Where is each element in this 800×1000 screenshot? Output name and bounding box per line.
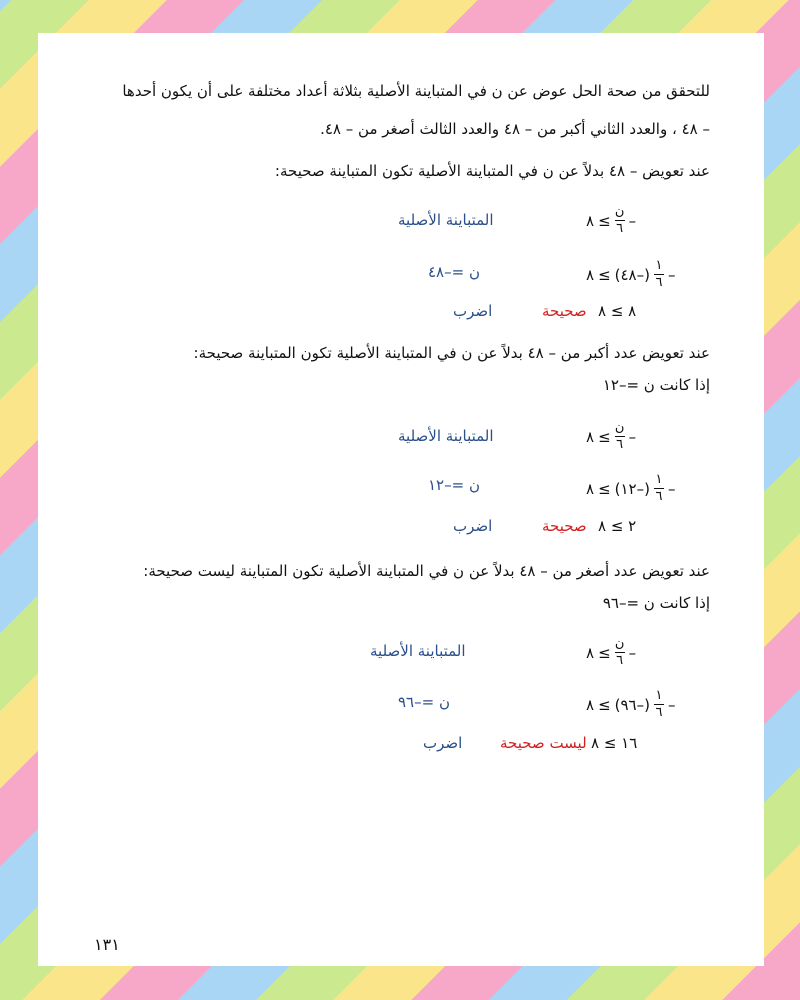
multiply-label: اضرب bbox=[453, 517, 493, 535]
minus-sign: – bbox=[628, 211, 637, 230]
case3-result: ١٦ ≥ ٨ bbox=[591, 734, 638, 752]
page-sheet bbox=[38, 33, 764, 966]
case2-result: ٢ ≥ ٨ bbox=[598, 517, 637, 535]
case3-condition: إذا كانت ن =–٩٦ bbox=[602, 594, 710, 612]
case1-inequality bbox=[586, 205, 636, 236]
intro-line-1: للتحقق من صحة الحل عوض عن ن في المتباينة الأصلية بثلاثة أعداد مختلفة على أن يكون أحدها bbox=[122, 82, 710, 100]
true-label: صحيحة bbox=[542, 517, 587, 535]
n-equals-48: ن =–٤٨ bbox=[428, 263, 480, 281]
case3-substitution: – $\frac{١}{٦}$ (–٩٦) ≥ ٨ bbox=[586, 688, 676, 720]
page-number: ١٣١ bbox=[94, 935, 120, 954]
label-original: المتباينة الأصلية bbox=[398, 211, 494, 229]
rhs-value: ٨ bbox=[586, 211, 595, 230]
ge-sign: ≥ bbox=[598, 211, 611, 230]
multiply-label: اضرب bbox=[423, 734, 463, 752]
case3-inequality: – $\frac{\text{ن}}{٦}$ ≥ ٨ bbox=[586, 636, 637, 668]
case1-substitution: – $\frac{١}{٦}$ (–٤٨) ≥ ٨ bbox=[586, 258, 676, 290]
case2-substitution: – $\frac{١}{٦}$ (–١٢) ≥ ٨ bbox=[586, 472, 676, 504]
case2-condition: إذا كانت ن =–١٢ bbox=[602, 376, 710, 394]
fraction: $\frac{\text{ن}}{٦}$ bbox=[614, 204, 625, 236]
intro-line-2: – ٤٨ ، والعدد الثاني أكبر من – ٤٨ والعدد الثالث أصغر من – ٤٨. bbox=[320, 120, 710, 138]
case2-title: عند تعويض عدد أكبر من – ٤٨ بدلاً عن ن في المتباينة الأصلية تكون المتباينة صحيحة: bbox=[193, 344, 710, 362]
not-true-label: ليست صحيحة bbox=[500, 734, 587, 752]
case2-inequality: – $\frac{\text{ن}}{٦}$ ≥ ٨ bbox=[586, 420, 637, 452]
case1-title: عند تعويض – ٤٨ بدلاً عن ن في المتباينة الأصلية تكون المتباينة صحيحة: bbox=[274, 162, 710, 180]
case1-result: ٨ ≥ ٨ bbox=[598, 302, 637, 320]
label-original: المتباينة الأصلية bbox=[370, 642, 466, 660]
label-original: المتباينة الأصلية bbox=[398, 427, 494, 445]
n-equals-96: ن =–٩٦ bbox=[398, 693, 450, 711]
n-equals-12: ن =–١٢ bbox=[428, 476, 480, 494]
multiply-label: اضرب bbox=[453, 302, 493, 320]
true-label: صحيحة bbox=[542, 302, 587, 320]
case3-title: عند تعويض عدد أصغر من – ٤٨ بدلاً عن ن في المتباينة الأصلية تكون المتباينة ليست صحيحة: bbox=[143, 562, 710, 580]
